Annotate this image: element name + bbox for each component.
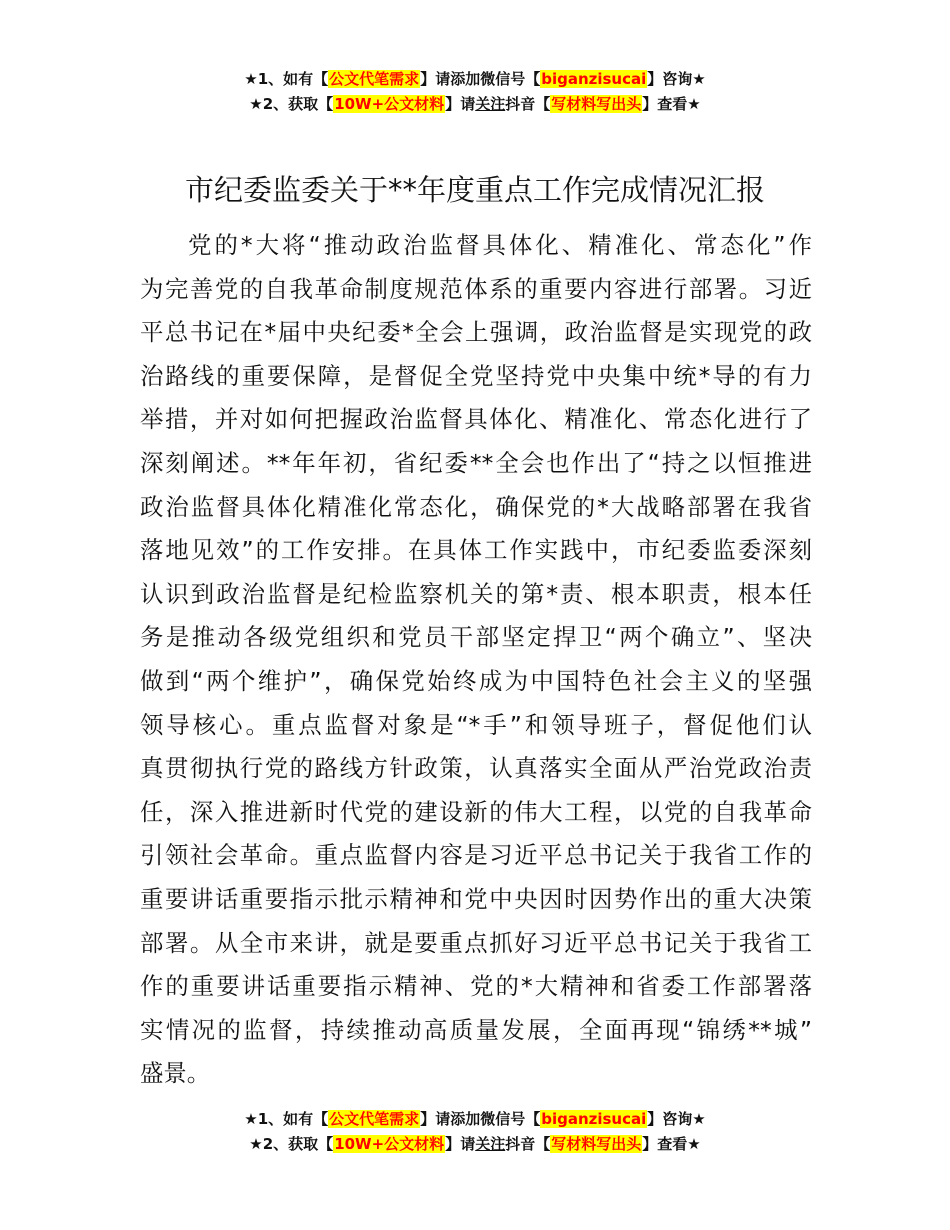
body-line: 真贯彻执行党的路线方针政策，认真落实全面从严治党政治责: [140, 754, 812, 783]
ad-tag-douyin-account: 写材料写出头: [551, 1135, 642, 1153]
footer-ad-banner: [0, 1107, 950, 1157]
body-line: 认识到政治监督是纪检监察机关的第*责、根本职责，根本任: [140, 579, 812, 608]
ad-line-2-mid2: 抖音【: [505, 95, 551, 113]
body-line: 任，深入推进新时代党的建设新的伟大工程，以党的自我革命: [140, 797, 812, 826]
body-line: 实情况的监督，持续推动高质量发展，全面再现“锦绣**城”: [140, 1015, 812, 1044]
ad-tag-materials: 10W+公文材料: [334, 95, 445, 113]
body-line: 党的*大将“推动政治监督具体化、精准化、常态化”作: [188, 231, 812, 259]
body-line: 为完善党的自我革命制度规范体系的重要内容进行部署。习近: [140, 274, 812, 303]
ad-line-2-suffix: 】查看★: [642, 95, 701, 113]
ad-follow-text: 关注: [475, 95, 506, 113]
body-line: 盛景。: [140, 1059, 211, 1088]
ad-line-2-suffix: 】查看★: [642, 1135, 701, 1153]
body-line: 领导核心。重点监督对象是“*手”和领导班子，督促他们认: [140, 710, 812, 739]
ad-follow-text: 关注: [475, 1135, 506, 1153]
ad-line-1-suffix: 】咨询★: [647, 1110, 706, 1128]
body-line: 作的重要讲话重要指示精神、党的*大精神和省委工作部署落: [140, 972, 812, 1001]
body-line: 重要讲话重要指示批示精神和党中央因时因势作出的重大决策: [140, 884, 812, 913]
ad-line-1-prefix: ★1、如有【: [244, 70, 329, 88]
ad-tag-douyin-account: 写材料写出头: [551, 95, 642, 113]
header-ad-banner: [0, 67, 950, 117]
body-line: 引领社会革命。重点监督内容是习近平总书记关于我省工作的: [140, 841, 812, 870]
ad-line-1: [0, 67, 950, 92]
ad-line-2-mid1: 】请: [445, 95, 476, 113]
body-line: 务是推动各级党组织和党员干部坚定捍卫“两个确立”、坚决: [140, 623, 812, 652]
ad-line-1-mid: 】请添加微信号【: [420, 1110, 541, 1128]
ad-line-1: [0, 1107, 950, 1132]
document-title: 市纪委监委关于**年度重点工作完成情况汇报: [184, 173, 765, 207]
ad-line-2-mid1: 】请: [445, 1135, 476, 1153]
body-line: 举措，并对如何把握政治监督具体化、精准化、常态化进行了: [140, 405, 812, 434]
document-body: [140, 224, 812, 1096]
body-line: 部署。从全市来讲，就是要重点抓好习近平总书记关于我省工: [140, 928, 812, 957]
ad-line-1-prefix: ★1、如有【: [244, 1110, 329, 1128]
ad-tag-materials: 10W+公文材料: [334, 1135, 445, 1153]
body-line: 政治监督具体化精准化常态化，确保党的*大战略部署在我省: [140, 492, 812, 521]
ad-wechat-id: biganzisucai: [541, 70, 647, 88]
body-line: 深刻阐述。**年年初，省纪委**全会也作出了“持之以恒推进: [140, 448, 812, 477]
ad-line-2: [0, 1132, 950, 1157]
body-line: 治路线的重要保障，是督促全党坚持党中央集中统*导的有力: [140, 361, 812, 390]
ad-line-1-suffix: 】咨询★: [647, 70, 706, 88]
ad-line-2-prefix: ★2、获取【: [249, 95, 334, 113]
ad-line-2-prefix: ★2、获取【: [249, 1135, 334, 1153]
ad-line-2: [0, 92, 950, 117]
ad-tag-writing-service: 公文代笔需求: [329, 70, 420, 88]
ad-tag-writing-service: 公文代笔需求: [329, 1110, 420, 1128]
ad-wechat-id: biganzisucai: [541, 1110, 647, 1128]
ad-line-2-mid2: 抖音【: [505, 1135, 551, 1153]
body-line: 平总书记在*届中央纪委*全会上强调，政治监督是实现党的政: [140, 318, 812, 347]
body-line: 做到“两个维护”，确保党始终成为中国特色社会主义的坚强: [140, 666, 812, 695]
ad-line-1-mid: 】请添加微信号【: [420, 70, 541, 88]
body-line: 落地见效”的工作安排。在具体工作实践中，市纪委监委深刻: [140, 536, 812, 565]
